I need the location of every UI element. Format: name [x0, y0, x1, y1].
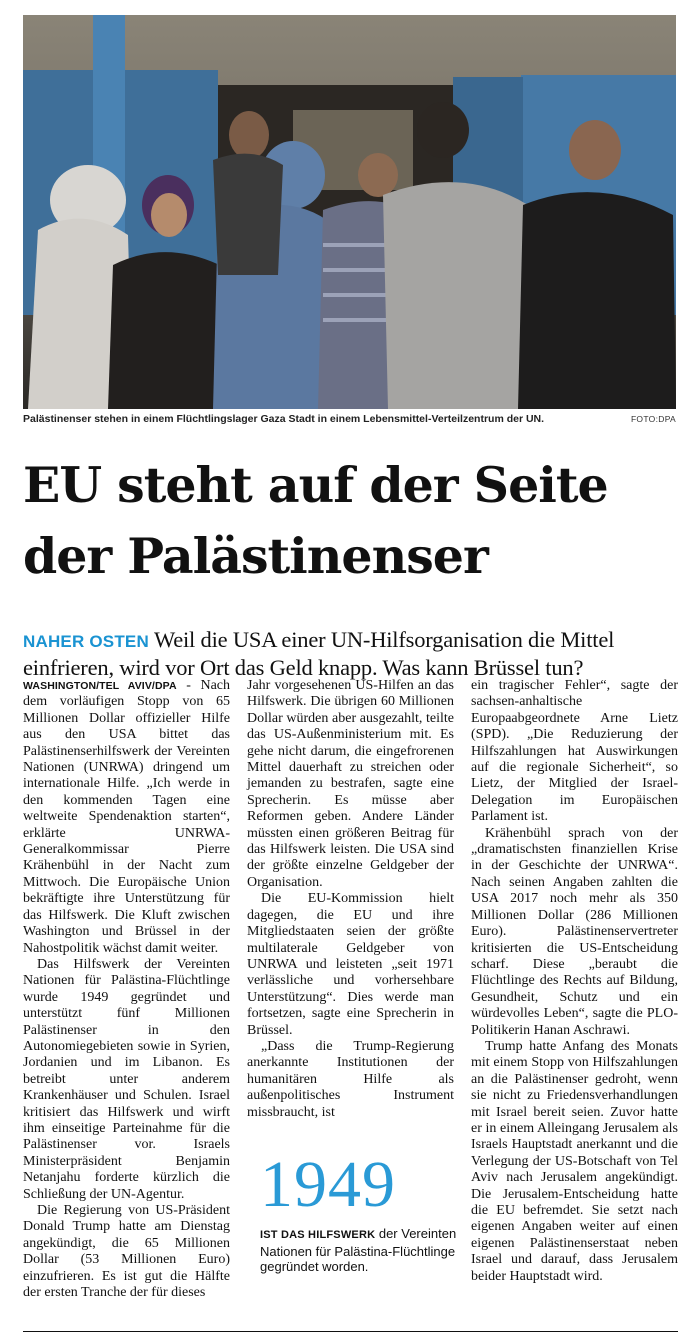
caption-text: Palästinenser stehen in einem Flüchtlingslager Gaza Stadt in einem Lebensmittel-Verteilzentrum der UN. — [23, 413, 545, 425]
fact-lead: IST DAS HILFSWERK — [260, 1229, 376, 1241]
headline-line-2: der Palästinenser — [23, 527, 488, 585]
photo-caption — [23, 413, 676, 429]
headline-line-1: EU steht auf der Seite — [23, 456, 608, 514]
dateline: WASHINGTON/TEL AVIV/DPA — [23, 680, 177, 692]
photo-credit: FOTO:DPA — [630, 414, 676, 424]
refugee-camp-photo — [23, 15, 676, 409]
photo-illustration — [23, 15, 676, 409]
bottom-rule — [23, 1331, 678, 1332]
article-column-1 — [23, 678, 230, 1301]
fact-number: 1949 — [260, 1148, 396, 1221]
paragraph: Jahr vorgesehenen US-Hilfen an das Hilfswerk. Die übrigen 60 Millionen Dollar würden aber ausgezahlt, teilte das US-Außenministerium mit. Es gehe nicht darum, die eingefrorenen Mittel dauerhaft zu streichen oder jemanden zu bestrafen, sagte eine Sprecherin. Es müsse aber Reformen geben. Andere Länder müssten einen größeren Beitrag für das Hilfswerk leisten. Die USA sind der größte einzelne Geldgeber der Organisation. — [247, 678, 454, 890]
teaser-line-1: Weil die USA einer UN-Hilfsorganisation die Mittel — [153, 627, 615, 652]
teaser-line-2: einfrieren, wird vor Ort das Geld knapp. Was kann Brüssel tun? — [23, 655, 584, 680]
paragraph-text: - Nach dem vorläufigen Stopp von 65 Millionen Dollar offizieller Hilfe aus den USA bittet das Palästinenserhilfswerk der Vereinten Nationen (UNRWA) dringend um internationale Hilfe. „Ich werde in den kommenden Tagen eine weltweite Spendenaktion starten“, erklärte UNRWA-Generalkommissar Pierre Krähenbühl in der Nacht zum Mittwoch. Die Europäische Union bekräftigte ihre Unterstützung für das Hilfswerk. Die Kluft zwischen Washington und Brüssel in der Nahostpolitik wächst damit weiter. — [23, 678, 230, 956]
paragraph: Trump hatte Anfang des Monats mit einem Stopp von Hilfszahlungen an die Palästinenser gedroht, wenn sie nicht zu Friedensverhandlungen mit Israel bereit seien. Zuvor hatte er in einem Alleingang Jerusalem als Israels Hauptstadt anerkannt und die Verlegung der US-Botschaft von Tel Aviv nach Jerusalem angekündigt. Die Jerusalem-Entscheidung hatte die EU befremdet. Sie setzt nach eigenen Angaben weiter auf einen eigenen Palästinenserstaat neben Israel und darauf, dass Jerusalem beider Hauptstadt wird. — [471, 1038, 678, 1284]
article-column-2 — [247, 678, 454, 1121]
paragraph: Das Hilfswerk der Vereinten Nationen für Palästina-Flüchtlinge wurde 1949 gegründet und unterstützt fünf Millionen Palästinenser in den Autonomiegebieten sowie in Syrien, Jordanien und im Libanon. Es betreibt unter anderem Krankenhäuser und Schulen. Israel kritisiert das Hilfswerk und wirft ihm einseitige Parteinahme für die Palästinenser vor. Israels Ministerpräsident Benjamin Netanjahu forderte kürzlich die Schließung der UN-Agentur. — [23, 956, 230, 1202]
kicker: NAHER OSTEN — [23, 632, 149, 651]
paragraph — [23, 678, 230, 957]
teaser — [23, 627, 679, 681]
paragraph: ein tragischer Fehler“, sagte der sachsen-anhaltische Europaabgeordnete Arne Lietz (SPD). „Die Reduzierung der Hilfszahlungen hat Auswirkungen auf die regionale Sicherheit“, so Lietz, der Mitglied der Israel-Delegation im Europäischen Parlament ist. — [471, 678, 678, 825]
paragraph: Die Regierung von US-Präsident Donald Trump hatte am Dienstag angekündigt, die 65 Millionen Dollar (53 Millionen Euro) einzufrieren. Es ist gut die Hälfte der ersten Tranche der für dieses — [23, 1203, 230, 1301]
fact-text — [260, 1226, 460, 1275]
paragraph: „Dass die Trump-Regierung anerkannte Institutionen der humanitären Hilfe als außenpolitisches Instrument missbraucht, ist — [247, 1038, 454, 1120]
fact-body: der Vereinten Nationen für Palästina-Flüchtlinge gegründet worden. — [260, 1226, 457, 1274]
article-column-3 — [471, 678, 678, 1285]
paragraph: Krähenbühl sprach von der „dramatischsten finanziellen Krise in der Geschichte der UNRWA“. Nach seinen Angaben zahlten die USA 2017 noch mehr als 350 Millionen Dollar (286 Millionen Euro). Palästinenservertreter kritisierten die US-Entscheidung scharf. Diese „beraubt die Flüchtlinge des Rechts auf Bildung, Gesundheit, Schutz und ein würdevolles Leben“, sagte die PLO-Politikerin Hanan Aschrawi. — [471, 825, 678, 1038]
headline — [23, 450, 678, 592]
fact-box — [260, 1150, 460, 1275]
paragraph: Die EU-Kommission hielt dagegen, die EU und ihre Mitgliedstaaten seien der größte multilaterale Geldgeber von UNRWA und leisteten „seit 1971 verlässliche und vorhersehbare Unterstützung“. Dies werde man fortsetzen, sagte eine Sprecherin in Brüssel. — [247, 891, 454, 1038]
